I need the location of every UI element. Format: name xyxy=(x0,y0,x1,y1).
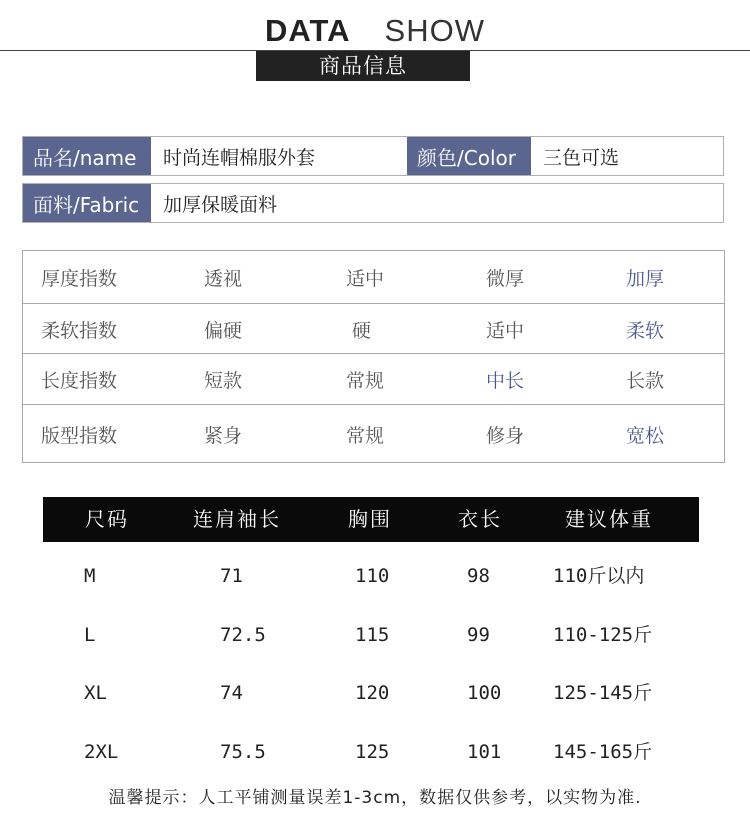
size-cell: 98 xyxy=(467,565,490,587)
size-cell: 125 xyxy=(355,741,390,763)
size-cell: 125-145斤 xyxy=(553,682,653,704)
measurement-note: 温馨提示：人工平铺测量误差1-3cm，数据仅供参考，以实物为准. xyxy=(108,788,642,808)
index-option-selected: 柔软 xyxy=(626,319,665,342)
title-bold: DATA xyxy=(265,13,351,48)
size-cell: 74 xyxy=(220,682,243,704)
index-option: 常规 xyxy=(346,424,385,447)
size-cell: 72.5 xyxy=(220,624,266,646)
index-option: 常规 xyxy=(346,370,385,392)
size-header-cell: 胸围 xyxy=(348,507,392,531)
fabric-label: 面料/Fabric xyxy=(23,184,151,222)
size-table-header xyxy=(43,497,699,542)
index-label: 柔软指数 xyxy=(41,319,118,342)
size-cell: 75.5 xyxy=(220,741,266,763)
size-cell: 101 xyxy=(467,741,502,763)
size-cell: 110斤以内 xyxy=(553,565,645,587)
index-row xyxy=(23,404,724,463)
size-cell: 99 xyxy=(467,624,490,646)
index-option: 适中 xyxy=(486,319,525,342)
table-row xyxy=(0,561,750,591)
size-cell: M xyxy=(84,565,96,587)
index-row xyxy=(23,303,724,354)
info-row-fabric xyxy=(22,183,724,223)
index-option: 偏硬 xyxy=(204,319,243,342)
index-option: 透视 xyxy=(204,267,243,290)
index-option: 修身 xyxy=(486,424,525,447)
index-option: 适中 xyxy=(346,267,385,290)
size-cell: 120 xyxy=(355,682,390,704)
size-header-cell: 建议体重 xyxy=(565,507,653,531)
color-label: 颜色/Color xyxy=(407,137,531,175)
index-label: 厚度指数 xyxy=(41,267,118,290)
index-label: 长度指数 xyxy=(41,370,118,392)
index-grid xyxy=(22,250,725,463)
color-value: 三色可选 xyxy=(543,146,620,169)
size-cell: 71 xyxy=(220,565,243,587)
name-value: 时尚连帽棉服外套 xyxy=(163,146,316,169)
size-cell: 115 xyxy=(355,624,390,646)
index-label: 版型指数 xyxy=(41,424,118,447)
index-row xyxy=(23,251,724,303)
index-row xyxy=(23,353,724,405)
size-cell: 100 xyxy=(467,682,502,704)
page-title xyxy=(0,10,750,52)
index-option: 微厚 xyxy=(486,267,525,290)
index-option: 硬 xyxy=(352,319,372,342)
section-subtitle: 商品信息 xyxy=(256,51,470,81)
name-label: 品名/name xyxy=(23,137,151,175)
size-header-cell: 尺码 xyxy=(85,507,129,531)
title-light: SHOW xyxy=(384,13,485,48)
info-row-name-color xyxy=(22,136,724,176)
size-cell: L xyxy=(84,624,96,646)
fabric-value: 加厚保暖面料 xyxy=(163,193,278,216)
table-row xyxy=(0,620,750,650)
table-row xyxy=(0,737,750,767)
index-option-selected: 加厚 xyxy=(626,267,665,290)
table-row xyxy=(0,678,750,708)
index-option: 紧身 xyxy=(204,424,243,447)
index-option: 短款 xyxy=(204,370,243,392)
size-cell: XL xyxy=(84,682,107,704)
size-cell: 110-125斤 xyxy=(553,624,653,646)
index-option: 长款 xyxy=(626,370,665,392)
size-header-cell: 连肩袖长 xyxy=(193,507,281,531)
size-cell: 145-165斤 xyxy=(553,741,653,763)
size-cell: 110 xyxy=(355,565,390,587)
size-cell: 2XL xyxy=(84,741,119,763)
size-header-cell: 衣长 xyxy=(458,507,502,531)
index-option-selected: 中长 xyxy=(486,370,525,392)
index-option-selected: 宽松 xyxy=(626,424,665,447)
